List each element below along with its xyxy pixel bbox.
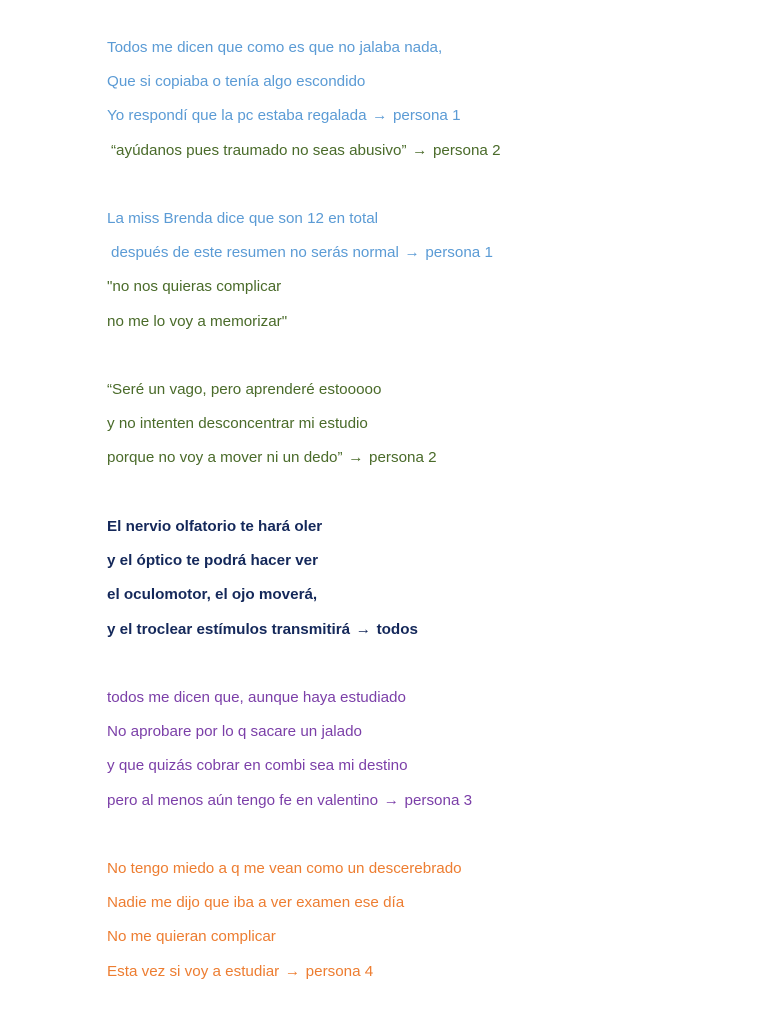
lyric-line	[107, 38, 747, 72]
line-text: y que quizás cobrar en combi sea mi destino	[107, 757, 408, 775]
right-arrow-icon: →	[355, 620, 371, 638]
lyric-line	[107, 414, 747, 448]
speaker-label: persona 3	[404, 791, 473, 809]
stanza-1	[107, 38, 747, 175]
speaker-label: persona 1	[392, 107, 461, 125]
lyric-line	[107, 312, 747, 346]
stanza-5	[107, 688, 747, 825]
lyric-line	[107, 243, 747, 277]
right-arrow-icon: →	[284, 962, 301, 980]
line-text: y el troclear estímulos transmitirá	[107, 620, 351, 638]
stanza-3	[107, 380, 747, 483]
lyric-line	[107, 791, 747, 825]
lyric-line	[107, 585, 747, 619]
speaker-label: persona 1	[425, 244, 493, 262]
stanza-2	[107, 209, 747, 346]
lyric-line	[107, 141, 747, 175]
line-text: No tengo miedo a q me vean como un descerebrado	[107, 860, 462, 877]
line-text: Esta vez si voy a estudiar	[107, 962, 280, 980]
lyric-line	[107, 106, 747, 140]
lyric-line	[107, 380, 747, 414]
line-text: no me lo voy a memorizar"	[107, 312, 288, 330]
speaker-label: persona 2	[369, 449, 437, 467]
right-arrow-icon: →	[348, 449, 364, 467]
line-text: Que si copiaba o tenía algo escondido	[107, 73, 366, 91]
right-arrow-icon: →	[412, 141, 428, 159]
line-text: después de este resumen no serás normal	[111, 244, 399, 262]
lyric-line	[107, 962, 747, 996]
lyric-line	[107, 859, 747, 893]
lyric-line	[107, 688, 747, 722]
lyric-line	[107, 722, 747, 756]
speaker-label: persona 4	[305, 962, 374, 980]
lyric-line	[107, 893, 747, 927]
line-text: “Seré un vago, pero aprenderé estooooo	[107, 381, 382, 398]
lyric-line	[107, 756, 747, 790]
line-text: No aprobare por lo q sacare un jalado	[107, 723, 362, 741]
line-text: Nadie me dijo que iba a ver examen ese día	[107, 894, 405, 912]
line-text: No me quieran complicar	[107, 928, 276, 946]
right-arrow-icon: →	[372, 107, 388, 125]
line-text: todos me dicen que, aunque haya estudiado	[107, 689, 406, 706]
lyric-line	[107, 209, 747, 243]
line-text: La miss Brenda dice que son 12 en total	[107, 210, 379, 227]
stanza-4	[107, 517, 747, 654]
stanza-6	[107, 859, 747, 996]
lyric-line	[107, 927, 747, 961]
line-text: pero al menos aún tengo fe en valentino	[107, 791, 379, 809]
lyric-line	[107, 448, 747, 482]
speaker-label: todos	[376, 620, 418, 638]
lyric-line	[107, 277, 747, 311]
line-text: y no intenten desconcentrar mi estudio	[107, 415, 368, 433]
lyric-line	[107, 517, 747, 551]
lyric-line	[107, 620, 747, 654]
line-text: Todos me dicen que como es que no jalaba nada,	[107, 39, 443, 56]
right-arrow-icon: →	[404, 244, 420, 262]
lyric-line	[107, 551, 747, 585]
line-text: porque no voy a mover ni un dedo”	[107, 449, 343, 467]
line-text: El nervio olfatorio te hará oler	[107, 518, 323, 535]
line-text: "no nos quieras complicar	[107, 278, 282, 296]
line-text: el oculomotor, el ojo moverá,	[107, 586, 318, 604]
right-arrow-icon: →	[383, 791, 399, 809]
line-text: “ayúdanos pues traumado no seas abusivo”	[111, 141, 407, 159]
speaker-label: persona 2	[432, 141, 501, 159]
line-text: y el óptico te podrá hacer ver	[107, 552, 319, 570]
lyric-line	[107, 72, 747, 106]
line-text: Yo respondí que la pc estaba regalada	[107, 107, 367, 125]
